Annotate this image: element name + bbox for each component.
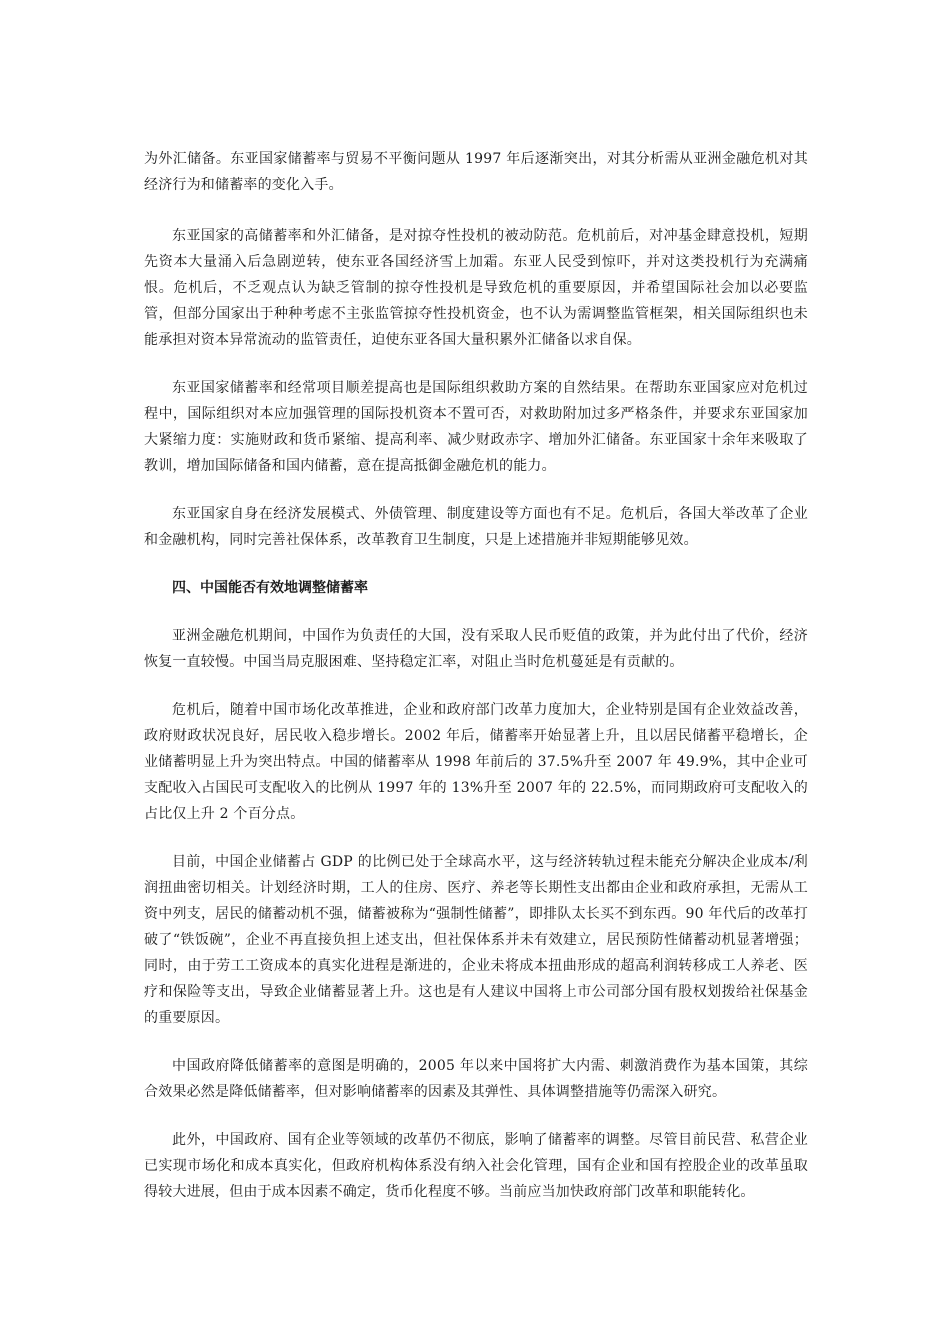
document-body — [144, 146, 808, 1227]
paragraph-continuation: 为外汇储备。东亚国家储蓄率与贸易不平衡问题从 1997 年后逐渐突出，对其分析需从亚洲金融危机对其经济行为和储蓄率的变化入手。 — [144, 151, 808, 193]
paragraph-reform: 此外，中国政府、国有企业等领域的改革仍不彻底，影响了储蓄率的调整。尽管目前民营、私营企业已实现市场化和成本真实化，但政府机构体系没有纳入社会化管理，国有企业和国有控股企业的改革虽取得较大进展，但由于成本因素不确定，货币化程度不够。当前应当加快政府部门改革和职能转化。 — [144, 1132, 808, 1200]
paragraph-rescue-programs: 东亚国家储蓄率和经常项目顺差提高也是国际组织救助方案的自然结果。在帮助东亚国家应对危机过程中，国际组织对本应加强管理的国际投机资本不置可否，对救助附加过多严格条件，并要求东亚国家加大紧缩力度：实施财政和货币紧缩、提高利率、减少财政赤字、增加外汇储备。东亚国家十余年来吸取了教训，增加国际储备和国内储蓄，意在提高抵御金融危机的能力。 — [144, 380, 808, 474]
paragraph-china-crisis-role: 亚洲金融危机期间，中国作为负责任的大国，没有采取人民币贬值的政策，并为此付出了代价，经济恢复一直较慢。中国当局克服困难、坚持稳定汇率，对阻止当时危机蔓延是有贡献的。 — [144, 628, 808, 670]
paragraph-government-intent: 中国政府降低储蓄率的意图是明确的，2005 年以来中国将扩大内需、刺激消费作为基本国策，其综合效果必然是降低储蓄率，但对影响储蓄率的因素及其弹性、具体调整措施等仍需深入研究。 — [144, 1058, 808, 1100]
paragraph-china-savings-rise: 危机后，随着中国市场化改革推进，企业和政府部门改革力度加大，企业特别是国有企业效益改善，政府财政状况良好，居民收入稳步增长。2002 年后，储蓄率开始显著上升，且以居民储蓄平稳增长，企业储蓄明显上升为突出特点。中国的储蓄率从 1998 年前后的 37.5%升至 2007 年 49.9%，其中企业可支配收入占国民可支配收入的比例从 1997 年的 13%升至 2007 年的 22.5%，而同期政府可支配收入的占比仅上升 2 个百分点。 — [144, 702, 808, 822]
paragraph-domestic-deficiencies: 东亚国家自身在经济发展模式、外债管理、制度建设等方面也有不足。危机后，各国大举改革了企业和金融机构，同时完善社保体系，改革教育卫生制度，只是上述措施并非短期能够见效。 — [144, 506, 808, 548]
paragraph-enterprise-savings: 目前，中国企业储蓄占 GDP 的比例已处于全球高水平，这与经济转轨过程未能充分解决企业成本/利润扭曲密切相关。计划经济时期，工人的住房、医疗、养老等长期性支出都由企业和政府承担，无需从工资中列支，居民的储蓄动机不强，储蓄被称为“强制性储蓄”，即排队太长买不到东西。90 年代后的改革打破了“铁饭碗”，企业不再直接负担上述支出，但社保体系并未有效建立，居民预防性储蓄动机显著增强；同时，由于劳工工资成本的真实化进程是渐进的，企业未将成本扭曲形成的超高利润转移成工人养老、医疗和保险等支出，导致企业储蓄显著上升。这也是有人建议中国将上市公司部分国有股权划拨给社保基金的重要原因。 — [144, 854, 808, 1026]
section-heading: 四、中国能否有效地调整储蓄率 — [172, 580, 368, 596]
paragraph-speculation: 东亚国家的高储蓄率和外汇储备，是对掠夺性投机的被动防范。危机前后，对冲基金肆意投机，短期先资本大量涌入后急剧逆转，使东亚各国经济雪上加霜。东亚人民受到惊吓，并对这类投机行为充满痛恨。危机后，不乏观点认为缺乏管制的掠夺性投机是导致危机的重要原因，并希望国际社会加以必要监管，但部分国家出于种种考虑不主张监管掠夺性投机资金，也不认为需调整监管框架，相关国际组织也未能承担对资本异常流动的监管责任，迫使东亚各国大量积累外汇储备以求自保。 — [144, 228, 808, 348]
